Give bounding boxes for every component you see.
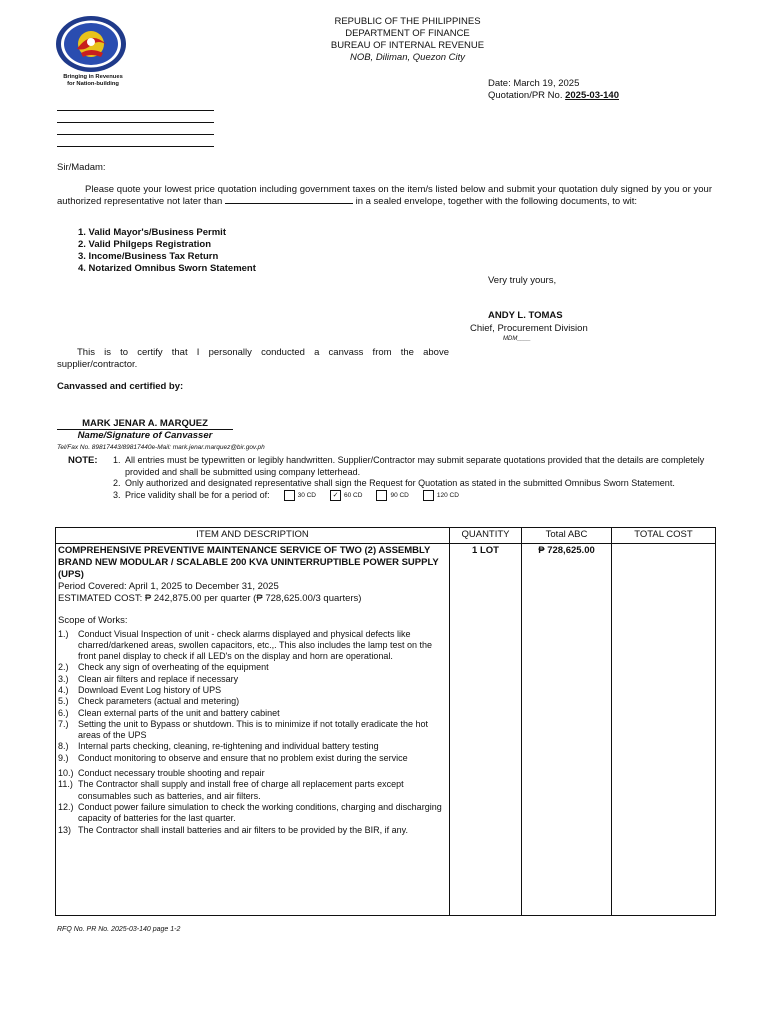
quotation-table xyxy=(55,527,716,916)
scope-item xyxy=(58,753,447,764)
estimated-cost: ESTIMATED COST: ₱ 242,875.00 per quarter (₱ 728,625.00/3 quarters) xyxy=(58,592,362,604)
initials: MDM____ xyxy=(503,336,531,342)
scope-item xyxy=(58,768,447,779)
pr-number: 2025-03-140 xyxy=(565,90,619,101)
intro-before: Please quote your lowest price quotation including government taxes on the item/s listed below and submit your quotation duly signed by you or your authorized representative not later than xyxy=(57,184,712,207)
note-item xyxy=(113,478,713,490)
table-row xyxy=(56,544,716,916)
contact-info: Tel/Fax No. 89817443/89817440e-Mail: mark.jenar.marquez@bir.gov.ph xyxy=(57,444,265,451)
validity-checkbox-60[interactable]: ✓ xyxy=(330,490,341,501)
address-line-3[interactable] xyxy=(57,134,214,135)
header-address: NOB, Diliman, Quezon City xyxy=(349,52,466,63)
requirements-list xyxy=(78,227,256,275)
scope-text: Clean air filters and replace if necessary xyxy=(78,673,239,684)
requirement-item: 1. Valid Mayor's/Business Permit xyxy=(78,227,226,238)
scope-number: 9.) xyxy=(58,752,69,763)
address-line-1[interactable] xyxy=(57,110,214,111)
scope-number: 3.) xyxy=(58,673,69,684)
date-label: Date: March 19, 2025 xyxy=(488,78,580,89)
header-quantity: QUANTITY xyxy=(450,528,522,544)
note-number: 3. xyxy=(113,489,121,500)
scope-number: 4.) xyxy=(58,684,69,695)
logo-tagline xyxy=(48,74,138,88)
closing: Very truly yours, xyxy=(488,275,557,286)
scope-number: 7.) xyxy=(58,718,69,729)
scope-text: Conduct necessary trouble shooting and repair xyxy=(78,768,265,779)
scope-item xyxy=(58,685,447,696)
validity-label: Price validity shall be for a period of: xyxy=(125,489,270,500)
scope-number: 12.) xyxy=(58,801,74,812)
item-description-cell xyxy=(56,544,450,916)
validity-checkbox-120[interactable] xyxy=(423,490,434,501)
validity-option-60: 60 CD xyxy=(344,491,363,499)
scope-number: 1.) xyxy=(58,628,69,639)
address-line-2[interactable] xyxy=(57,122,214,123)
scope-text: The Contractor shall install batteries and air filters to be provided by the BIR, if any. xyxy=(78,824,408,835)
header-total-cost: TOTAL COST xyxy=(612,528,716,544)
canvasser-caption: Name/Signature of Canvasser xyxy=(77,430,213,441)
scope-number: 6.) xyxy=(58,707,69,718)
scope-item xyxy=(58,708,447,719)
scope-item xyxy=(58,674,447,685)
total-cost-cell[interactable] xyxy=(612,544,716,916)
signatory-title: Chief, Procurement Division xyxy=(470,323,588,334)
address-line-4[interactable] xyxy=(57,146,214,147)
scope-item xyxy=(58,719,447,742)
page-footer: RFQ No. PR No. 2025-03-140 page 1-2 xyxy=(57,926,181,933)
letterhead xyxy=(245,16,570,64)
scope-item xyxy=(58,629,447,663)
canvasser-name: MARK JENAR A. MARQUEZ xyxy=(57,418,233,430)
scope-number: 5.) xyxy=(58,696,69,707)
table-header-row xyxy=(56,528,716,544)
bir-seal-logo xyxy=(55,15,127,73)
intro-paragraph xyxy=(57,184,712,208)
header-total-abc: Total ABC xyxy=(522,528,612,544)
scope-number: 11.) xyxy=(58,779,73,790)
header-republic: REPUBLIC OF THE PHILIPPINES xyxy=(334,16,481,27)
header-department: DEPARTMENT OF FINANCE xyxy=(345,28,470,39)
scope-text: Clean external parts of the unit and battery cabinet xyxy=(78,707,280,718)
validity-option-30: 30 CD xyxy=(297,491,317,499)
signatory-name: ANDY L. TOMAS xyxy=(488,310,563,321)
note-number: 1. xyxy=(113,455,121,465)
scope-text: Check any sign of overheating of the equipment xyxy=(78,662,269,673)
deadline-blank[interactable] xyxy=(225,196,353,204)
header-bureau: BUREAU OF INTERNAL REVENUE xyxy=(330,40,485,51)
scope-item xyxy=(58,662,447,673)
scope-item xyxy=(58,802,447,825)
date-block xyxy=(488,78,619,102)
certification-text: This is to certify that I personally conducted a canvass from the above supplier/contractor. xyxy=(57,347,449,370)
validity-checkbox-30[interactable] xyxy=(284,490,295,501)
note-number: 2. xyxy=(113,478,121,488)
validity-option-90: 90 CD xyxy=(390,491,409,499)
quantity-cell: 1 LOT xyxy=(450,544,522,916)
intro-after: in a sealed envelope, together with the following documents, to wit: xyxy=(355,196,638,207)
period-covered: Period Covered: April 1, 2025 to December 31, 2025 xyxy=(58,581,279,592)
scope-item xyxy=(58,696,447,707)
tagline-line-2: for Nation-building xyxy=(67,81,119,87)
scope-text: The Contractor shall supply and install free of charge all replacement parts except consumables such as batteries, and air filters. xyxy=(78,779,404,801)
requirement-item: 4. Notarized Omnibus Sworn Statement xyxy=(78,263,256,274)
scope-text: Internal parts checking, cleaning, re-tightening and individual battery testing xyxy=(78,741,379,752)
scope-number: 2.) xyxy=(58,662,69,673)
scope-label: Scope of Works: xyxy=(58,615,128,626)
validity-option-120: 120 CD xyxy=(436,491,459,499)
scope-number: 13) xyxy=(58,824,72,835)
pr-line xyxy=(488,90,619,102)
item-title: COMPREHENSIVE PREVENTIVE MAINTENANCE SERVICE OF TWO (2) ASSEMBLY BRAND NEW MODULAR / SCALABLE 200 KVA UNINTERRUPTIBLE POWER SUPPLY (UPS) xyxy=(58,545,439,580)
requirement-item: 3. Income/Business Tax Return xyxy=(78,251,219,262)
pr-label: Quotation/PR No. xyxy=(488,90,563,101)
note-label: NOTE: xyxy=(68,455,98,466)
scope-text: Download Event Log history of UPS xyxy=(78,684,222,695)
scope-item xyxy=(58,741,447,752)
scope-text: Conduct power failure simulation to check the working conditions, charging and discharging capacity of batteries for the last quarter. xyxy=(78,801,442,824)
requirement-item: 2. Valid Philgeps Registration xyxy=(78,239,212,250)
scope-text: Check parameters (actual and metering) xyxy=(78,696,240,707)
scope-text: Conduct Visual Inspection of unit - check alarms displayed and physical defects like charred/darkened areas, swollen capacitors, etc.,. This also includes the lamp test on the front panel display to check if all LED's on the display and horn are operational. xyxy=(78,628,433,662)
scope-text: Setting the unit to Bypass or shutdown. This is to minimize if not totally eradicate the hot areas of the UPS xyxy=(78,718,429,741)
scope-item xyxy=(58,825,447,836)
scope-text: Conduct monitoring to observe and ensure that no problem exist during the service xyxy=(78,752,408,763)
validity-checkbox-90[interactable] xyxy=(376,490,387,501)
note-text: Only authorized and designated representative shall sign the Request for Quotation as stated in the submitted Omnibus Sworn Statement. xyxy=(125,478,675,488)
canvassed-label: Canvassed and certified by: xyxy=(57,381,184,392)
scope-number: 10.) xyxy=(58,768,74,779)
validity-row xyxy=(113,490,713,502)
note-item xyxy=(113,455,713,478)
total-abc-cell: ₱ 728,625.00 xyxy=(522,544,612,916)
scope-item xyxy=(58,779,447,802)
header-item-description: ITEM AND DESCRIPTION xyxy=(56,528,450,544)
scope-list xyxy=(58,629,447,836)
salutation: Sir/Madam: xyxy=(57,162,106,173)
note-text: All entries must be typewritten or legibly handwritten. Supplier/Contractor may submit separate quotations provided that the details are completely provided and shall be submitted using company letterhead. xyxy=(125,455,705,477)
scope-number: 8.) xyxy=(58,741,69,752)
notes-list xyxy=(113,455,713,501)
tagline-line-1: Bringing in Revenues xyxy=(63,74,123,80)
